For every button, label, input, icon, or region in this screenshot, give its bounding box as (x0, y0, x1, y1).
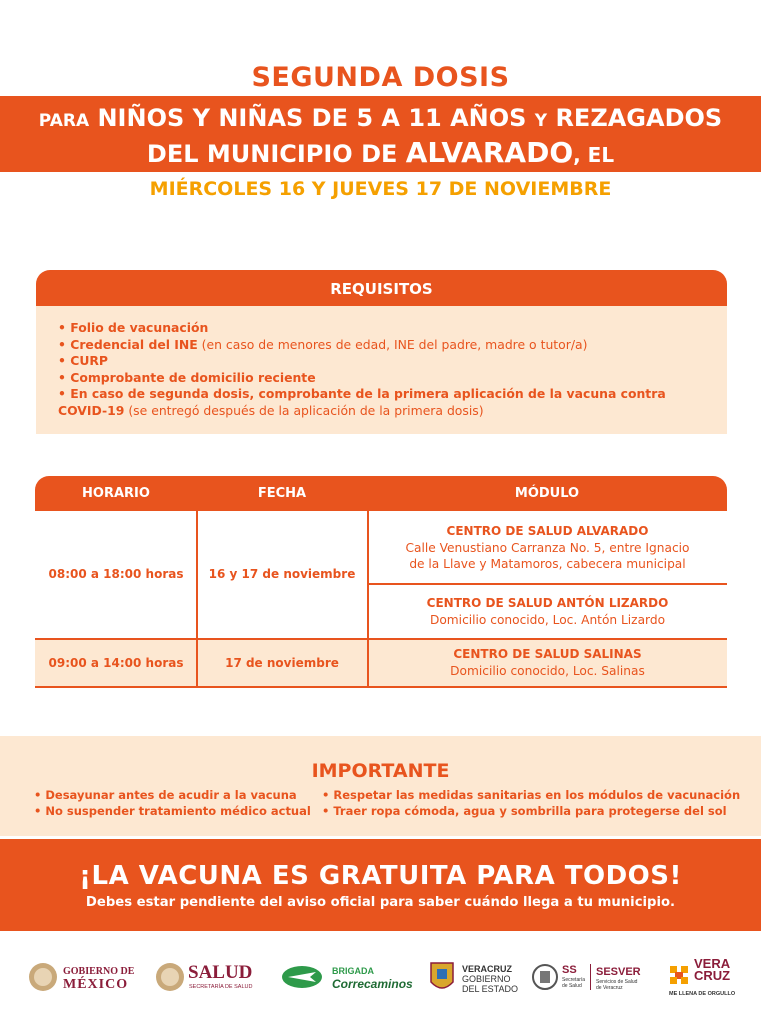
vera-text-1: VERA (694, 956, 731, 971)
row1-horario: 08:00 a 18:00 horas (48, 567, 184, 581)
sesver-sub-text (596, 979, 637, 991)
vera-cruz-text (694, 958, 730, 982)
modulo-name: CENTRO DE SALUD ANTÓN LIZARDO (426, 596, 669, 610)
header-horario: HORARIO (82, 486, 150, 501)
ss-sub-text (562, 977, 585, 989)
sesver-sub-2: de Veracruz (596, 985, 623, 991)
modulo-address: Calle Venustiano Carranza No. 5, entre Ignacio (405, 541, 690, 555)
ss-sub-2: de Salud (562, 983, 582, 989)
salud-seal-icon (155, 962, 185, 992)
logos-footer (0, 940, 761, 1024)
vera-tagline: ME LLENA DE ORGULLO (669, 991, 736, 997)
title-line-2 (0, 136, 761, 169)
sesver-sub-1: Servicios de Salud (596, 979, 638, 985)
line1-prefix: PARA (38, 111, 90, 131)
list-item: • Respetar las medidas sanitarias en los módulos de vacunación (322, 788, 741, 802)
row1-fecha: 16 y 17 de noviembre (208, 567, 356, 581)
modulo-salinas (368, 639, 727, 686)
gob-mexico-text-2: MÉXICO (63, 977, 129, 992)
veracruz-text-3: DEL ESTADO (462, 984, 519, 994)
title-band (0, 96, 761, 172)
requisitos-body (36, 306, 727, 434)
schedule-table-header (35, 476, 727, 510)
row2-fecha: 17 de noviembre (225, 655, 339, 670)
line1-suffix: REZAGADOS (555, 104, 723, 132)
list-item: COVID-19 (se entregó después de la aplicación de la primera dosis) (58, 402, 484, 418)
banner-subline: Debes estar pendiente del aviso oficial para saber cuándo llega a tu municipio. (85, 895, 676, 910)
list-item: • Folio de vacunación (58, 320, 209, 335)
table-divider (367, 510, 369, 687)
modulo-address: Domicilio conocido, Loc. Antón Lizardo (429, 613, 666, 627)
veracruz-text-2: GOBIERNO (462, 974, 511, 984)
row2-horario: 09:00 a 14:00 horas (48, 655, 184, 670)
veracruz-text-1: VERACRUZ (462, 964, 513, 974)
line2-place: ALVARADO (405, 136, 574, 169)
modulo-name: CENTRO DE SALUD ALVARADO (446, 524, 649, 538)
ss-seal-icon (532, 963, 558, 991)
veracruz-flower-icon (668, 964, 692, 986)
line2-suffix: , EL (573, 143, 615, 167)
line1-y: Y (534, 111, 548, 131)
sesver-text: SESVER (596, 966, 641, 978)
line2-prefix: DEL MUNICIPIO DE (146, 140, 398, 168)
mexico-seal-icon (28, 962, 58, 992)
modulo-anton-lizardo (368, 591, 727, 633)
table-divider (196, 510, 198, 687)
list-item: • Desayunar antes de acudir a la vacuna (34, 788, 297, 802)
modulo-address: de la Llave y Matamoros, cabecera municipal (409, 557, 686, 571)
page-title: SEGUNDA DOSIS (251, 62, 510, 93)
requisitos-header: REQUISITOS (36, 270, 727, 306)
title-line-1 (0, 104, 761, 132)
free-vaccine-banner (0, 839, 761, 931)
importante-section (0, 736, 761, 836)
veracruz-gob-text (462, 964, 518, 994)
list-item: • En caso de segunda dosis, comprobante de la primera aplicación de la vacuna contra (58, 386, 666, 401)
correcaminos-text: Correcaminos (332, 977, 413, 991)
header-fecha: FECHA (257, 486, 307, 501)
modulo-name: CENTRO DE SALUD SALINAS (453, 646, 642, 661)
table-divider (368, 583, 727, 585)
ss-sub-1: Secretaría (562, 977, 586, 983)
list-item: • Comprobante de domicilio reciente (58, 369, 316, 385)
table-divider (35, 509, 727, 511)
importante-title: IMPORTANTE (311, 760, 450, 782)
salud-text: SALUD (188, 962, 253, 983)
banner-headline: ¡LA VACUNA ES GRATUITA PARA TODOS! (79, 861, 682, 891)
gob-mexico-text-1: GOBIERNO DE (63, 966, 135, 977)
table-divider (35, 686, 727, 688)
salud-sub-text: SECRETARÍA DE SALUD (189, 984, 253, 990)
header-modulo: MÓDULO (514, 486, 580, 501)
correcaminos-icon (280, 962, 328, 992)
line1-main: NIÑOS Y NIÑAS DE 5 A 11 AÑOS (97, 104, 527, 132)
dates-subtitle: MIÉRCOLES 16 Y JUEVES 17 DE NOVIEMBRE (149, 178, 612, 200)
vera-text-2: CRUZ (694, 968, 731, 983)
logo-divider (590, 964, 591, 990)
list-item: • CURP (58, 353, 109, 368)
ss-text: SS (562, 964, 577, 976)
list-item: • No suspender tratamiento médico actual (34, 804, 311, 818)
veracruz-shield-icon (428, 960, 456, 996)
requisitos-list (36, 306, 727, 419)
list-item: • Credencial del INE (en caso de menores de edad, INE del padre, madre o tutor/a) (58, 336, 588, 352)
table-divider (35, 638, 727, 640)
list-item: • Traer ropa cómoda, agua y sombrilla para protegerse del sol (322, 804, 727, 818)
modulo-alvarado (368, 518, 727, 578)
brigada-text: BRIGADA (332, 966, 374, 976)
modulo-address: Domicilio conocido, Loc. Salinas (450, 663, 645, 678)
